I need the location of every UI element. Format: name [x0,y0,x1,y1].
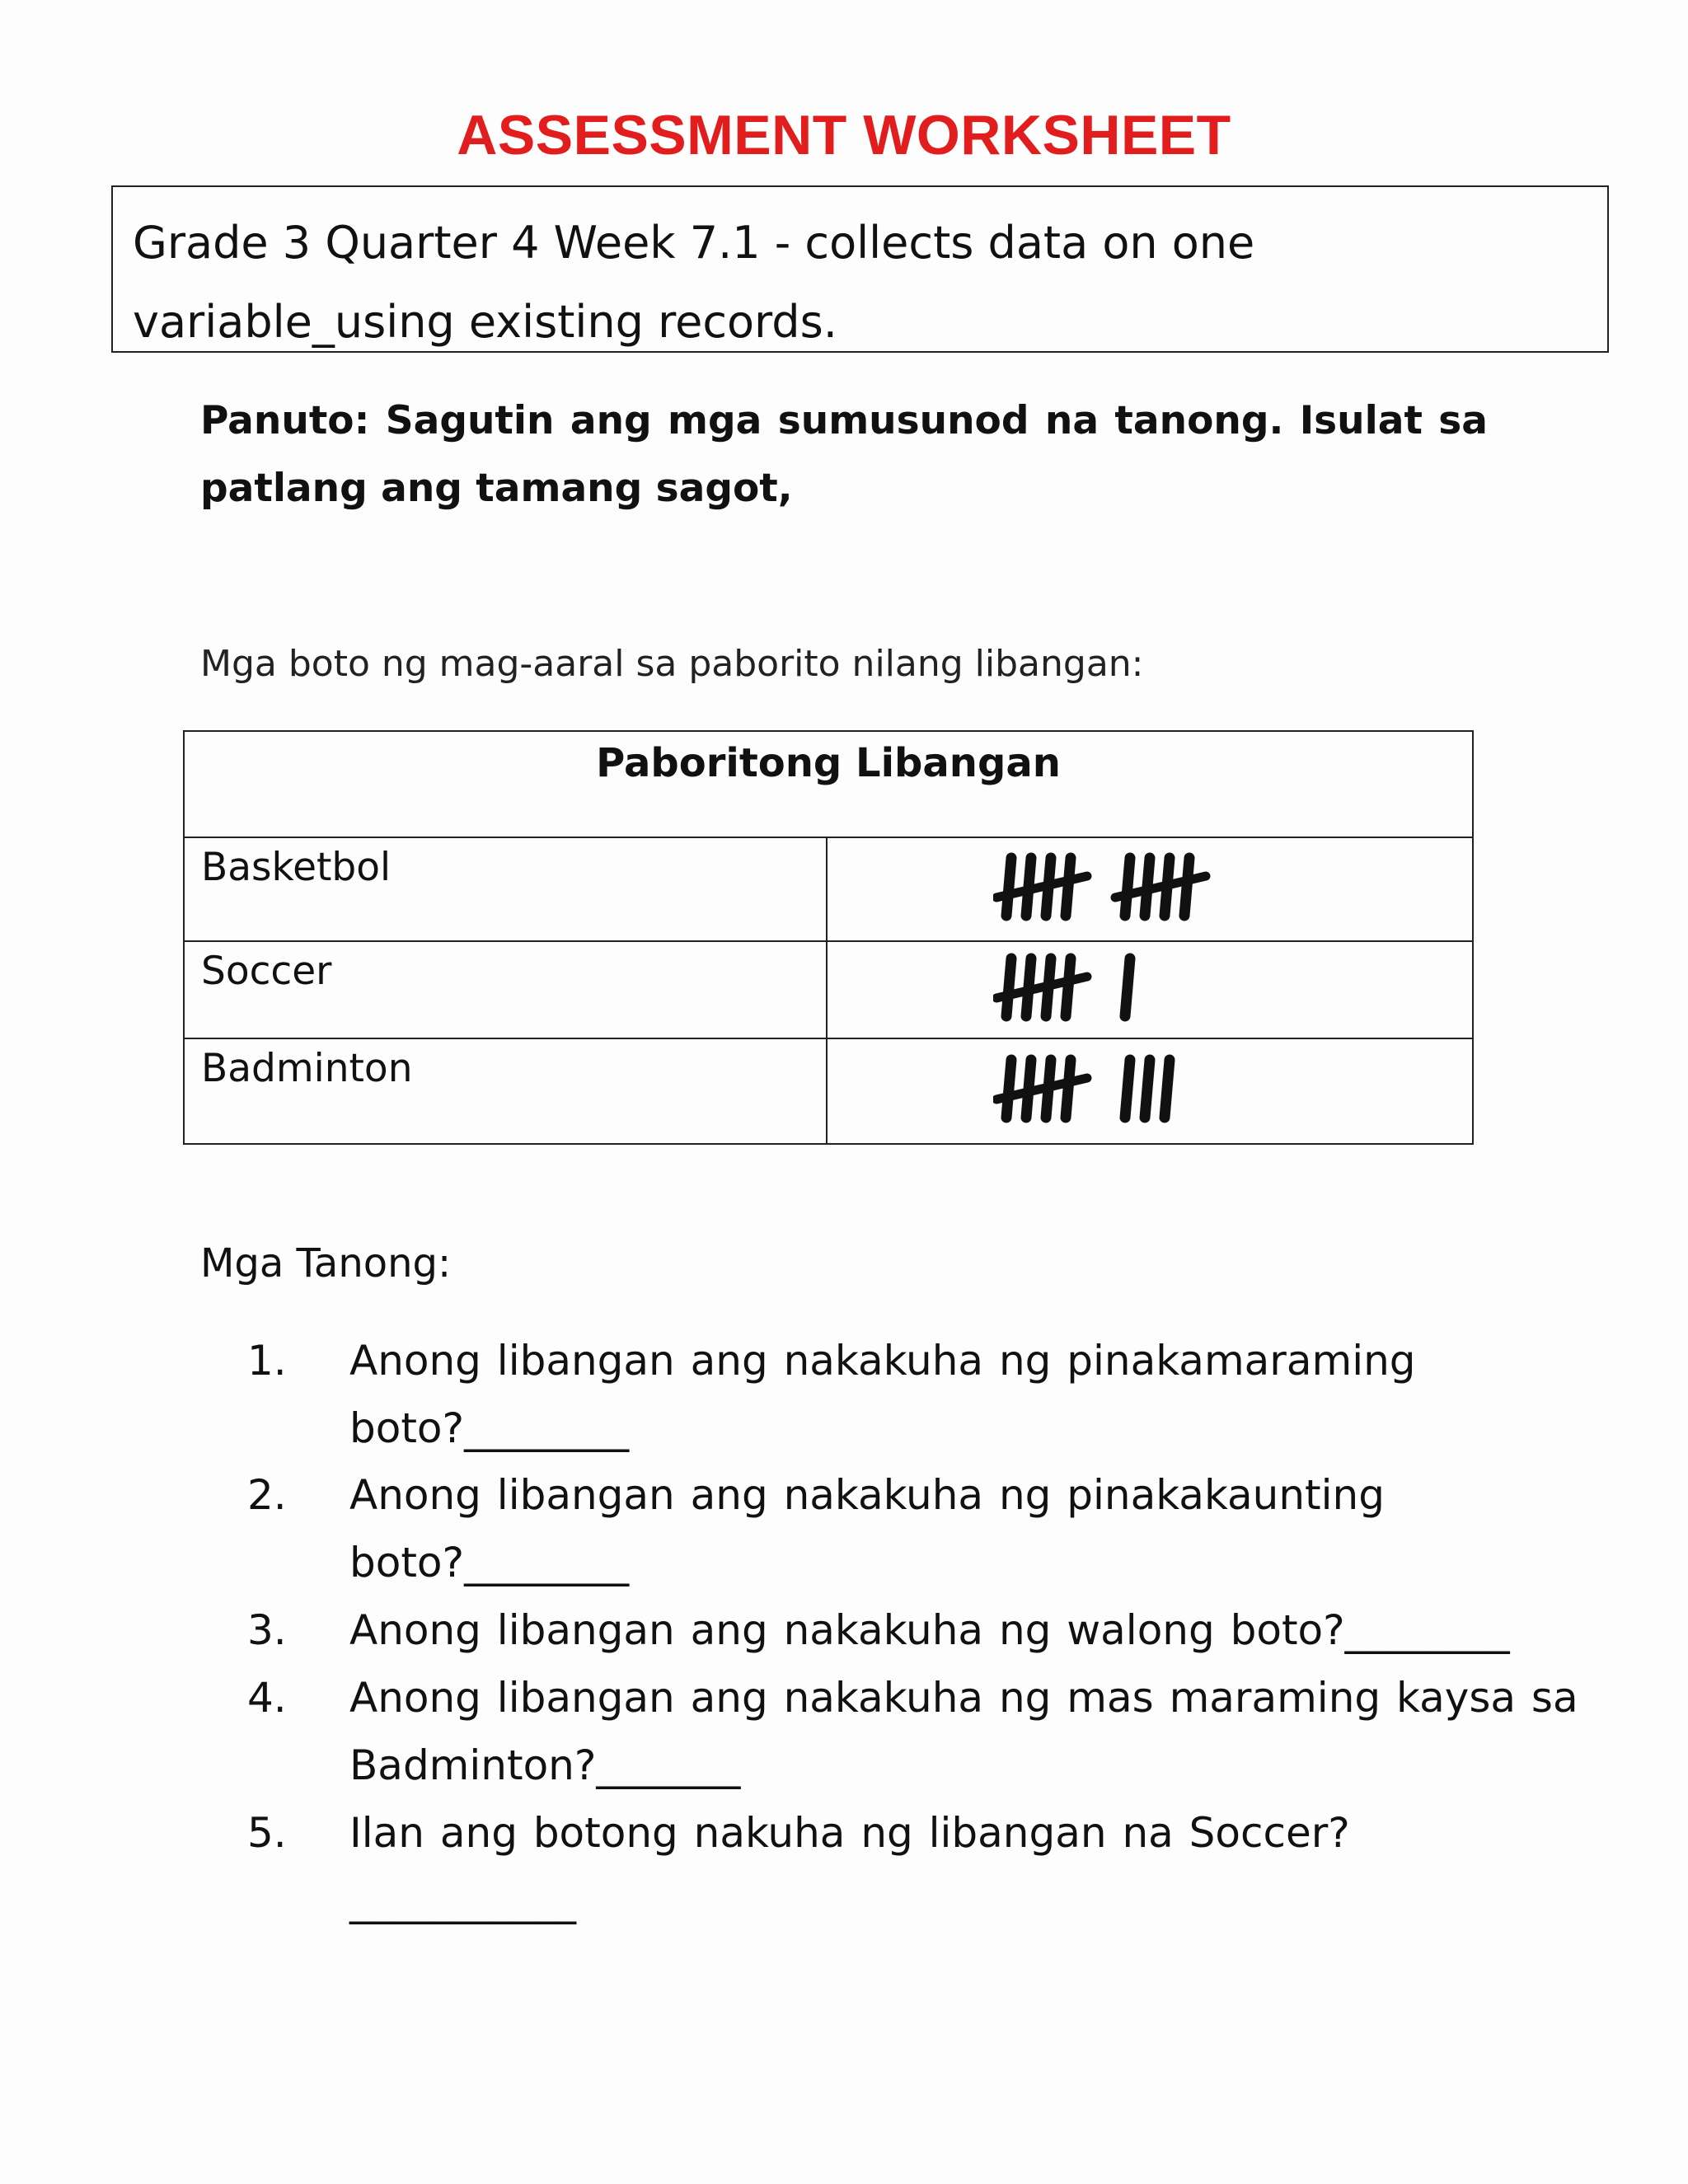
table-intro: Mga boto ng mag-aaral sa paborito nilang libangan: [200,643,1144,685]
tally-marks-soccer [827,941,1473,1038]
question-number: 3. [247,1606,287,1654]
question-number: 1. [247,1337,287,1385]
tally-stroke [1125,858,1130,916]
tally-stroke [1125,958,1130,1016]
tally-stroke [1066,1060,1071,1118]
tally-table [183,730,1474,1145]
question-number: 5. [247,1809,287,1857]
tally-stroke [1006,958,1011,1016]
question-text: Ilan ang botong nakuha ng libangan na Soccer?___________ [349,1809,1350,1924]
tally-stroke [1145,1060,1150,1118]
question-number: 2. [247,1471,287,1519]
question-number: 4. [247,1674,287,1722]
tally-marks-basketbol [827,837,1473,941]
question-text: Anong libangan ang nakakuha ng mas maraming kaysa sa Badminton?_______ [349,1674,1578,1789]
row-label-badminton: Badminton [184,1038,827,1144]
table-header: Paboritong Libangan [184,731,1473,837]
question-text: Anong libangan ang nakakuha ng walong boto?________ [349,1606,1510,1654]
directions-text: Panuto: Sagutin ang mga sumusunod na tanong. Isulat sa patlang ang tamang sagot, [200,398,1488,511]
tally-stroke [1006,858,1011,916]
tally-stroke [1006,1060,1011,1118]
worksheet-title: ASSESSMENT WORKSHEET [457,104,1231,166]
tally-marks-badminton [827,1038,1473,1144]
tally-stroke [1184,858,1189,916]
question-text: Anong libangan ang nakakuha ng pinakakaunting boto?________ [349,1471,1385,1586]
table-row [184,1038,1473,1144]
tally-stroke [1125,1060,1130,1118]
table-row [184,941,1473,1038]
table-row [184,837,1473,941]
row-label-basketbol: Basketbol [184,837,827,941]
row-label-soccer: Soccer [184,941,827,1038]
question-text: Anong libangan ang nakakuha ng pinakamaraming boto?________ [349,1337,1416,1452]
objective-box: Grade 3 Quarter 4 Week 7.1 - collects data on one variable_using existing records. [111,185,1609,353]
tally-stroke [1165,1060,1170,1118]
tally-stroke [1066,958,1071,1016]
questions-heading: Mga Tanong: [200,1240,452,1286]
tally-stroke [1066,858,1071,916]
